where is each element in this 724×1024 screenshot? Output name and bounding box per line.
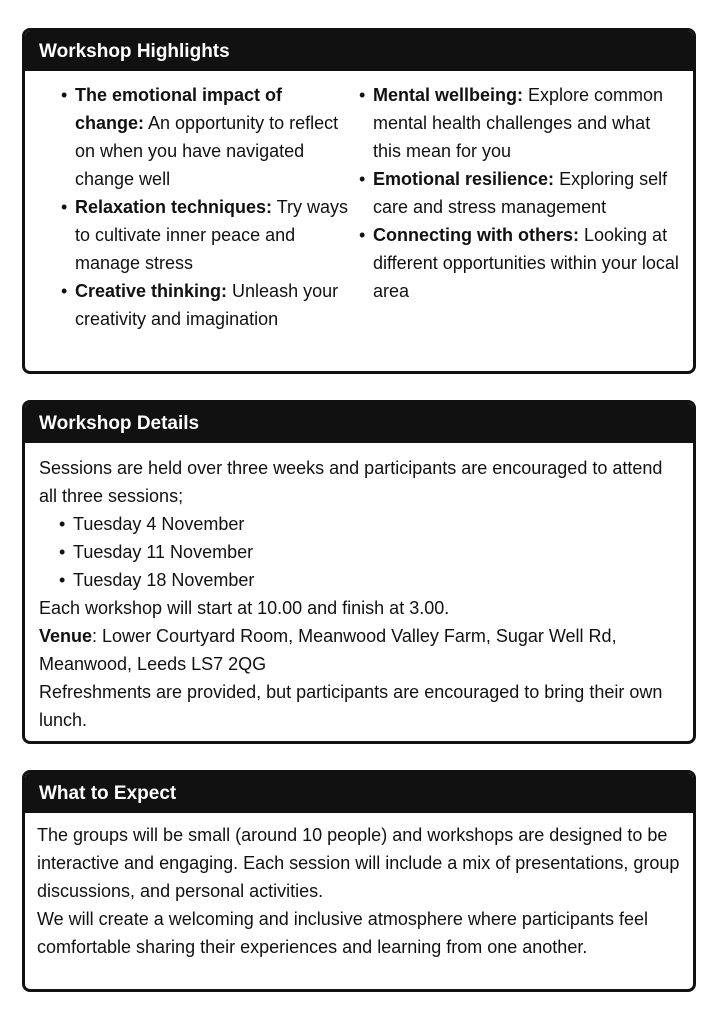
refreshments-note: Refreshments are provided, but participants are encouraged to bring their own lunch. — [39, 682, 663, 730]
venue-address: : Lower Courtyard Room, Meanwood Valley Farm, Sugar Well Rd, Meanwood, Leeds LS7 2QG — [39, 626, 617, 674]
highlights-card — [22, 28, 696, 374]
highlight-title: Emotional resilience: — [373, 169, 555, 189]
expect-paragraph-1: The groups will be small (around 10 people) and workshops are designed to be interactive and engaging. Each session will include a mix of presentations, group discussions, and personal activities. — [37, 825, 680, 901]
venue — [39, 622, 679, 678]
highlight-title: Mental wellbeing: — [373, 85, 524, 105]
highlight-item — [61, 81, 351, 193]
highlights-heading: Workshop Highlights — [25, 31, 693, 71]
expect-heading: What to Expect — [25, 773, 693, 813]
highlight-item — [359, 221, 679, 305]
highlight-text: An opportunity to reflect on when you have navigated change well — [75, 113, 339, 189]
highlight-text: Explore common mental health challenges and what this mean for you — [373, 85, 664, 161]
session-date: • Tuesday 11 November — [59, 538, 679, 566]
highlight-title: Relaxation techniques: — [75, 197, 273, 217]
details-intro: Sessions are held over three weeks and participants are encouraged to attend all three sessions; — [39, 458, 663, 506]
session-date: • Tuesday 4 November — [59, 510, 679, 538]
expect-card — [22, 770, 696, 992]
highlight-title: The emotional impact of change: — [75, 85, 283, 133]
session-dates-list — [39, 510, 679, 594]
highlights-right-list — [359, 81, 679, 333]
highlight-text: Looking at different opportunities within your local area — [373, 225, 679, 301]
session-times: Each workshop will start at 10.00 and finish at 3.00. — [39, 598, 450, 618]
highlight-text: Unleash your creativity and imagination — [75, 281, 339, 329]
highlight-text: Try ways to cultivate inner peace and manage stress — [75, 197, 349, 273]
details-card — [22, 400, 696, 744]
session-date: • Tuesday 18 November — [59, 566, 679, 594]
highlights-left-list — [61, 81, 351, 333]
highlight-item — [61, 193, 351, 277]
details-heading: Workshop Details — [25, 403, 693, 443]
highlight-item — [359, 165, 679, 221]
highlight-title: Creative thinking: — [75, 281, 228, 301]
venue-label: Venue — [39, 626, 93, 646]
expect-paragraph-2: We will create a welcoming and inclusive atmosphere where participants feel comfortable sharing their experiences and learning from one another. — [37, 909, 648, 957]
highlight-text: Exploring self care and stress management — [373, 169, 668, 217]
highlight-item — [359, 81, 679, 165]
highlight-item — [61, 277, 351, 333]
highlight-title: Connecting with others: — [373, 225, 579, 245]
